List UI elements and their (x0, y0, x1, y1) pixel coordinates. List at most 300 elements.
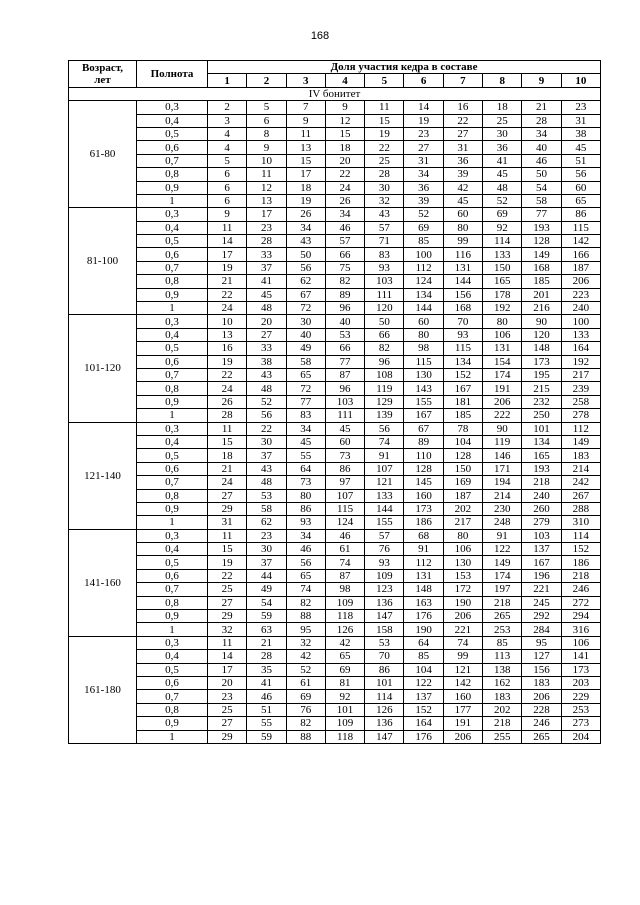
value-cell: 31 (208, 516, 247, 529)
value-cell: 42 (325, 636, 364, 649)
value-cell: 194 (483, 476, 522, 489)
density-cell: 0,8 (137, 382, 208, 395)
table-row (69, 636, 601, 649)
value-cell: 50 (286, 248, 325, 261)
value-cell: 34 (522, 127, 561, 140)
value-cell: 192 (561, 355, 600, 368)
density-cell: 0,5 (137, 449, 208, 462)
page-number: 168 (310, 30, 330, 42)
density-cell: 1 (137, 302, 208, 315)
table-row (69, 583, 601, 596)
value-cell: 258 (561, 395, 600, 408)
value-cell: 186 (404, 516, 443, 529)
value-cell: 316 (561, 623, 600, 636)
value-cell: 85 (404, 235, 443, 248)
value-cell: 183 (561, 449, 600, 462)
table-row (69, 328, 601, 341)
value-cell: 51 (561, 154, 600, 167)
value-cell: 91 (365, 449, 404, 462)
value-cell: 144 (365, 502, 404, 515)
value-cell: 246 (522, 717, 561, 730)
value-cell: 112 (404, 556, 443, 569)
table-row (69, 462, 601, 475)
value-cell: 50 (365, 315, 404, 328)
value-cell: 150 (483, 261, 522, 274)
value-cell: 272 (561, 596, 600, 609)
value-cell: 20 (208, 676, 247, 689)
value-cell: 111 (325, 409, 364, 422)
value-cell: 11 (286, 127, 325, 140)
value-cell: 181 (443, 395, 482, 408)
value-cell: 54 (522, 181, 561, 194)
value-cell: 110 (404, 449, 443, 462)
value-cell: 59 (247, 610, 286, 623)
value-cell: 173 (404, 502, 443, 515)
value-cell: 106 (483, 328, 522, 341)
density-cell: 0,7 (137, 583, 208, 596)
density-cell: 0,9 (137, 181, 208, 194)
value-cell: 25 (208, 583, 247, 596)
age-group-cell: 81-100 (69, 208, 137, 315)
value-cell: 18 (325, 141, 364, 154)
value-cell: 124 (404, 275, 443, 288)
value-cell: 114 (561, 529, 600, 542)
value-cell: 65 (286, 569, 325, 582)
value-cell: 103 (365, 275, 404, 288)
value-cell: 288 (561, 502, 600, 515)
value-cell: 14 (208, 650, 247, 663)
value-cell: 11 (247, 168, 286, 181)
density-cell: 0,9 (137, 395, 208, 408)
table-row (69, 181, 601, 194)
value-cell: 25 (483, 114, 522, 127)
age-group-cell: 161-180 (69, 636, 137, 743)
value-cell: 56 (247, 409, 286, 422)
value-cell: 52 (286, 663, 325, 676)
value-cell: 34 (286, 422, 325, 435)
value-cell: 15 (325, 127, 364, 140)
value-cell: 80 (483, 315, 522, 328)
value-cell: 120 (365, 302, 404, 315)
value-cell: 43 (286, 235, 325, 248)
value-cell: 45 (443, 194, 482, 207)
value-cell: 14 (404, 101, 443, 114)
table-row (69, 422, 601, 435)
value-cell: 109 (365, 569, 404, 582)
value-cell: 93 (286, 516, 325, 529)
value-cell: 54 (247, 596, 286, 609)
value-cell: 31 (404, 154, 443, 167)
value-cell: 15 (208, 435, 247, 448)
value-cell: 49 (247, 583, 286, 596)
value-cell: 126 (325, 623, 364, 636)
value-cell: 152 (443, 368, 482, 381)
value-cell: 98 (325, 583, 364, 596)
value-cell: 23 (208, 690, 247, 703)
value-cell: 223 (561, 288, 600, 301)
value-cell: 176 (404, 610, 443, 623)
value-cell: 77 (325, 355, 364, 368)
value-cell: 58 (522, 194, 561, 207)
value-cell: 34 (286, 529, 325, 542)
value-cell: 149 (561, 435, 600, 448)
value-cell: 96 (365, 355, 404, 368)
value-cell: 168 (443, 302, 482, 315)
value-cell: 85 (404, 650, 443, 663)
table-row (69, 449, 601, 462)
value-cell: 23 (561, 101, 600, 114)
value-cell: 19 (365, 127, 404, 140)
value-cell: 107 (365, 462, 404, 475)
value-cell: 10 (247, 154, 286, 167)
value-cell: 43 (365, 208, 404, 221)
value-cell: 48 (483, 181, 522, 194)
value-cell: 45 (325, 422, 364, 435)
value-cell: 187 (443, 489, 482, 502)
value-cell: 32 (365, 194, 404, 207)
value-cell: 284 (522, 623, 561, 636)
value-cell: 87 (325, 368, 364, 381)
value-cell: 58 (247, 502, 286, 515)
value-cell: 57 (365, 221, 404, 234)
value-cell: 103 (522, 529, 561, 542)
value-cell: 57 (325, 235, 364, 248)
value-cell: 34 (404, 168, 443, 181)
value-cell: 27 (247, 328, 286, 341)
value-cell: 74 (286, 583, 325, 596)
value-cell: 239 (561, 382, 600, 395)
value-cell: 153 (443, 569, 482, 582)
table-row (69, 235, 601, 248)
value-cell: 16 (208, 342, 247, 355)
value-cell: 154 (483, 355, 522, 368)
value-cell: 177 (443, 703, 482, 716)
value-cell: 129 (365, 395, 404, 408)
value-cell: 13 (208, 328, 247, 341)
value-cell: 59 (247, 730, 286, 743)
value-cell: 19 (208, 556, 247, 569)
value-cell: 202 (483, 703, 522, 716)
value-cell: 9 (325, 101, 364, 114)
value-cell: 202 (443, 502, 482, 515)
value-cell: 80 (443, 221, 482, 234)
value-cell: 5 (247, 101, 286, 114)
value-cell: 45 (247, 288, 286, 301)
value-cell: 87 (325, 569, 364, 582)
age-group-cell: 101-120 (69, 315, 137, 422)
value-cell: 152 (561, 543, 600, 556)
value-cell: 42 (443, 181, 482, 194)
density-cell: 0,3 (137, 315, 208, 328)
value-cell: 27 (443, 127, 482, 140)
value-cell: 72 (286, 302, 325, 315)
value-cell: 222 (483, 409, 522, 422)
value-cell: 260 (522, 502, 561, 515)
table-row (69, 476, 601, 489)
value-cell: 294 (561, 610, 600, 623)
table-row (69, 529, 601, 542)
value-cell: 156 (443, 288, 482, 301)
value-cell: 17 (247, 208, 286, 221)
share-column-header: 2 (247, 74, 286, 87)
value-cell: 128 (404, 462, 443, 475)
value-cell: 279 (522, 516, 561, 529)
value-cell: 130 (404, 368, 443, 381)
value-cell: 89 (404, 435, 443, 448)
value-cell: 196 (522, 569, 561, 582)
table-row (69, 502, 601, 515)
value-cell: 131 (404, 569, 443, 582)
table-row (69, 663, 601, 676)
value-cell: 119 (483, 435, 522, 448)
value-cell: 6 (208, 168, 247, 181)
value-cell: 77 (286, 395, 325, 408)
value-cell: 168 (522, 261, 561, 274)
value-cell: 203 (561, 676, 600, 689)
table-header (69, 61, 601, 101)
value-cell: 149 (483, 556, 522, 569)
value-cell: 174 (483, 569, 522, 582)
value-cell: 18 (483, 101, 522, 114)
value-cell: 56 (561, 168, 600, 181)
value-cell: 88 (286, 610, 325, 623)
value-cell: 69 (483, 208, 522, 221)
value-cell: 221 (522, 583, 561, 596)
value-cell: 82 (286, 596, 325, 609)
value-cell: 46 (247, 690, 286, 703)
value-cell: 69 (325, 663, 364, 676)
value-cell: 190 (443, 596, 482, 609)
value-cell: 4 (208, 127, 247, 140)
value-cell: 88 (286, 730, 325, 743)
value-cell: 74 (443, 636, 482, 649)
value-cell: 48 (247, 382, 286, 395)
value-cell: 148 (404, 583, 443, 596)
value-cell: 69 (404, 221, 443, 234)
value-cell: 103 (325, 395, 364, 408)
value-cell: 24 (208, 382, 247, 395)
value-cell: 30 (286, 315, 325, 328)
value-cell: 69 (286, 690, 325, 703)
value-cell: 30 (483, 127, 522, 140)
value-cell: 64 (286, 462, 325, 475)
value-cell: 15 (208, 543, 247, 556)
table-row (69, 650, 601, 663)
table-row (69, 208, 601, 221)
age-block (69, 422, 601, 529)
density-cell: 0,3 (137, 208, 208, 221)
value-cell: 173 (561, 663, 600, 676)
share-column-header: 7 (443, 74, 482, 87)
value-cell: 86 (561, 208, 600, 221)
table-row (69, 261, 601, 274)
value-cell: 253 (561, 703, 600, 716)
value-cell: 190 (404, 623, 443, 636)
value-cell: 136 (365, 717, 404, 730)
density-cell: 0,6 (137, 569, 208, 582)
value-cell: 46 (325, 221, 364, 234)
value-cell: 171 (483, 462, 522, 475)
value-cell: 245 (522, 596, 561, 609)
value-cell: 52 (247, 395, 286, 408)
value-cell: 246 (561, 583, 600, 596)
value-cell: 101 (522, 422, 561, 435)
share-group-header: Доля участия кедра в составе (208, 61, 601, 74)
value-cell: 51 (247, 703, 286, 716)
value-cell: 89 (325, 288, 364, 301)
value-cell: 115 (561, 221, 600, 234)
table-row (69, 194, 601, 207)
value-cell: 36 (483, 141, 522, 154)
value-cell: 100 (404, 248, 443, 261)
value-cell: 75 (325, 261, 364, 274)
value-cell: 218 (522, 476, 561, 489)
table-row (69, 717, 601, 730)
value-cell: 215 (522, 382, 561, 395)
density-cell: 0,8 (137, 168, 208, 181)
density-cell: 0,3 (137, 636, 208, 649)
value-cell: 40 (325, 315, 364, 328)
value-cell: 60 (404, 315, 443, 328)
value-cell: 118 (325, 610, 364, 623)
value-cell: 17 (208, 663, 247, 676)
value-cell: 193 (522, 221, 561, 234)
value-cell: 77 (522, 208, 561, 221)
density-cell: 0,8 (137, 703, 208, 716)
density-cell: 0,9 (137, 502, 208, 515)
value-cell: 133 (365, 489, 404, 502)
value-cell: 4 (208, 141, 247, 154)
value-cell: 218 (561, 569, 600, 582)
value-cell: 19 (404, 114, 443, 127)
value-cell: 6 (208, 194, 247, 207)
value-cell: 33 (247, 342, 286, 355)
value-cell: 2 (208, 101, 247, 114)
value-cell: 32 (286, 636, 325, 649)
value-cell: 176 (404, 730, 443, 743)
table-row (69, 168, 601, 181)
value-cell: 147 (365, 610, 404, 623)
share-column-header: 6 (404, 74, 443, 87)
density-cell: 0,4 (137, 435, 208, 448)
value-cell: 100 (561, 315, 600, 328)
value-cell: 91 (483, 529, 522, 542)
value-cell: 23 (247, 221, 286, 234)
value-cell: 204 (561, 730, 600, 743)
value-cell: 136 (365, 596, 404, 609)
value-cell: 145 (404, 476, 443, 489)
value-cell: 217 (561, 368, 600, 381)
table-row (69, 315, 601, 328)
value-cell: 86 (286, 502, 325, 515)
value-cell: 85 (483, 636, 522, 649)
share-column-header: 9 (522, 74, 561, 87)
value-cell: 36 (404, 181, 443, 194)
value-cell: 53 (365, 636, 404, 649)
value-cell: 24 (325, 181, 364, 194)
density-cell: 0,6 (137, 248, 208, 261)
table-row (69, 275, 601, 288)
table-row (69, 248, 601, 261)
value-cell: 126 (365, 703, 404, 716)
value-cell: 45 (286, 435, 325, 448)
value-cell: 187 (561, 261, 600, 274)
value-cell: 128 (522, 235, 561, 248)
value-cell: 78 (443, 422, 482, 435)
value-cell: 273 (561, 717, 600, 730)
value-cell: 133 (561, 328, 600, 341)
age-header-line1: Возраст, (81, 61, 124, 74)
value-cell: 36 (443, 154, 482, 167)
density-cell: 0,7 (137, 476, 208, 489)
share-column-header: 10 (561, 74, 600, 87)
table-row (69, 690, 601, 703)
value-cell: 191 (443, 717, 482, 730)
value-cell: 41 (247, 676, 286, 689)
value-cell: 106 (561, 636, 600, 649)
value-cell: 86 (325, 462, 364, 475)
table-row (69, 730, 601, 743)
value-cell: 48 (247, 302, 286, 315)
value-cell: 165 (483, 275, 522, 288)
value-cell: 60 (443, 208, 482, 221)
value-cell: 25 (365, 154, 404, 167)
value-cell: 185 (522, 275, 561, 288)
value-cell: 76 (365, 543, 404, 556)
value-cell: 112 (404, 261, 443, 274)
value-cell: 127 (522, 650, 561, 663)
value-cell: 101 (325, 703, 364, 716)
value-cell: 70 (443, 315, 482, 328)
value-cell: 167 (522, 556, 561, 569)
value-cell: 108 (365, 368, 404, 381)
value-cell: 67 (286, 288, 325, 301)
value-cell: 63 (247, 623, 286, 636)
value-cell: 61 (325, 543, 364, 556)
value-cell: 52 (483, 194, 522, 207)
value-cell: 93 (365, 261, 404, 274)
value-cell: 250 (522, 409, 561, 422)
value-cell: 115 (443, 342, 482, 355)
table-row (69, 221, 601, 234)
value-cell: 11 (208, 636, 247, 649)
table-row (69, 355, 601, 368)
value-cell: 64 (404, 636, 443, 649)
value-cell: 46 (286, 543, 325, 556)
density-cell: 0,8 (137, 489, 208, 502)
value-cell: 172 (443, 583, 482, 596)
value-cell: 92 (325, 690, 364, 703)
value-cell: 113 (483, 650, 522, 663)
value-cell: 130 (443, 556, 482, 569)
value-cell: 148 (522, 342, 561, 355)
value-cell: 186 (561, 556, 600, 569)
value-cell: 164 (404, 717, 443, 730)
table-row (69, 409, 601, 422)
value-cell: 95 (522, 636, 561, 649)
value-cell: 65 (286, 368, 325, 381)
value-cell: 109 (325, 717, 364, 730)
value-cell: 292 (522, 610, 561, 623)
value-cell: 104 (404, 663, 443, 676)
value-cell: 155 (365, 516, 404, 529)
value-cell: 37 (247, 261, 286, 274)
value-cell: 28 (247, 650, 286, 663)
value-cell: 124 (325, 516, 364, 529)
value-cell: 206 (561, 275, 600, 288)
value-cell: 169 (443, 476, 482, 489)
value-cell: 160 (443, 690, 482, 703)
